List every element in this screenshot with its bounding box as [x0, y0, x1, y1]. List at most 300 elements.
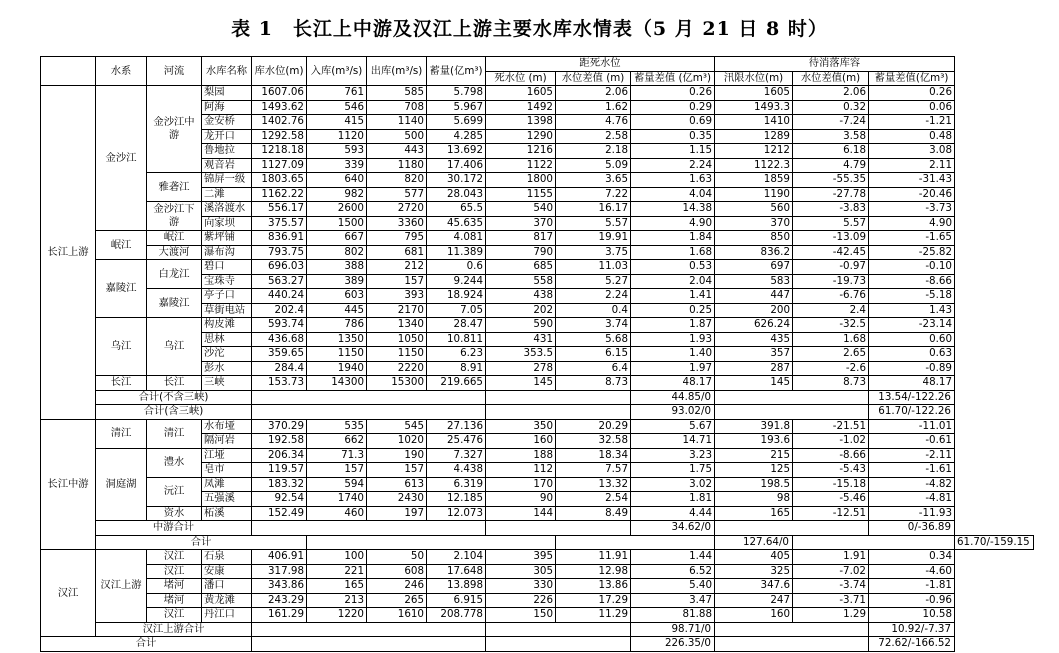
total-dead-storage: 44.85/0	[631, 390, 715, 405]
storage: 13.692	[427, 144, 486, 159]
flood-level: 347.6	[715, 579, 793, 594]
flood-diff: -42.45	[793, 245, 869, 260]
dead-level: 370	[486, 216, 556, 231]
reservoir-name: 鲁地拉	[202, 144, 252, 159]
river-label: 金沙江中游	[147, 86, 202, 173]
flood-storage: -23.14	[869, 318, 955, 333]
inflow: 389	[307, 274, 367, 289]
flood-storage: -1.81	[869, 579, 955, 594]
empty-cell	[486, 390, 631, 405]
outflow: 577	[367, 187, 427, 202]
header-dead-diff: 水位差值 (m)	[556, 71, 631, 86]
flood-level: 145	[715, 376, 793, 391]
reservoir-name: 二滩	[202, 187, 252, 202]
dead-level: 90	[486, 492, 556, 507]
dead-storage: 81.88	[631, 608, 715, 623]
flood-level: 391.8	[715, 419, 793, 434]
river-label: 雅砻江	[147, 173, 202, 202]
dead-level: 1800	[486, 173, 556, 188]
outflow: 1340	[367, 318, 427, 333]
flood-diff: -12.51	[793, 506, 869, 521]
flood-storage: 0.60	[869, 332, 955, 347]
total-row	[41, 637, 1034, 652]
dead-storage: 1.15	[631, 144, 715, 159]
outflow: 15300	[367, 376, 427, 391]
dead-level: 1492	[486, 100, 556, 115]
outflow: 1140	[367, 115, 427, 130]
river-label: 大渡河	[147, 245, 202, 260]
header-region	[41, 57, 96, 86]
dead-diff: 1.62	[556, 100, 631, 115]
flood-diff: -6.76	[793, 289, 869, 304]
table-row	[41, 550, 1034, 565]
reservoir-name: 皂市	[202, 463, 252, 478]
flood-storage: -0.10	[869, 260, 955, 275]
dead-level: 1398	[486, 115, 556, 130]
flood-level: 836.2	[715, 245, 793, 260]
dead-diff: 5.68	[556, 332, 631, 347]
outflow: 50	[367, 550, 427, 565]
dead-storage: 2.24	[631, 158, 715, 173]
dead-level: 395	[486, 550, 556, 565]
dead-level: 438	[486, 289, 556, 304]
dead-diff: 3.65	[556, 173, 631, 188]
outflow: 2720	[367, 202, 427, 217]
empty-cell	[793, 535, 955, 550]
level: 359.65	[252, 347, 307, 362]
dead-diff: 6.4	[556, 361, 631, 376]
header-dead-group: 距死水位	[486, 57, 715, 72]
flood-storage: -3.73	[869, 202, 955, 217]
dead-diff: 7.22	[556, 187, 631, 202]
flood-level: 850	[715, 231, 793, 246]
storage: 5.967	[427, 100, 486, 115]
flood-level: 325	[715, 564, 793, 579]
dead-storage: 1.40	[631, 347, 715, 362]
reservoir-name: 彭水	[202, 361, 252, 376]
dead-level: 353.5	[486, 347, 556, 362]
inflow: 786	[307, 318, 367, 333]
dead-diff: 18.34	[556, 448, 631, 463]
flood-diff: -8.66	[793, 448, 869, 463]
empty-cell	[252, 405, 486, 420]
dead-storage: 4.90	[631, 216, 715, 231]
flood-level: 626.24	[715, 318, 793, 333]
river-label: 嘉陵江	[147, 289, 202, 318]
inflow: 662	[307, 434, 367, 449]
header-reservoir: 水库名称	[202, 57, 252, 86]
dead-storage: 4.04	[631, 187, 715, 202]
dead-storage: 1.68	[631, 245, 715, 260]
header-level: 库水位(m)	[252, 57, 307, 86]
total-dead-storage: 226.35/0	[631, 637, 715, 652]
outflow: 2170	[367, 303, 427, 318]
dead-diff: 13.32	[556, 477, 631, 492]
inflow: 339	[307, 158, 367, 173]
dead-level: 1122	[486, 158, 556, 173]
flood-storage: 3.08	[869, 144, 955, 159]
dead-level: 431	[486, 332, 556, 347]
dead-diff: 2.58	[556, 129, 631, 144]
storage: 45.635	[427, 216, 486, 231]
system-label: 岷江	[96, 231, 147, 260]
dead-storage: 3.02	[631, 477, 715, 492]
flood-level: 1493.3	[715, 100, 793, 115]
storage: 17.406	[427, 158, 486, 173]
storage: 28.47	[427, 318, 486, 333]
outflow: 197	[367, 506, 427, 521]
outflow: 2430	[367, 492, 427, 507]
flood-diff: 2.65	[793, 347, 869, 362]
table-row	[41, 564, 1034, 579]
level: 284.4	[252, 361, 307, 376]
dead-level: 144	[486, 506, 556, 521]
dead-diff: 5.09	[556, 158, 631, 173]
inflow: 213	[307, 593, 367, 608]
dead-level: 188	[486, 448, 556, 463]
total-label: 合计	[96, 535, 307, 550]
storage: 25.476	[427, 434, 486, 449]
level: 406.91	[252, 550, 307, 565]
river-label: 金沙江下游	[147, 202, 202, 231]
storage: 7.327	[427, 448, 486, 463]
dead-storage: 4.44	[631, 506, 715, 521]
flood-diff: -3.83	[793, 202, 869, 217]
reservoir-name: 向家坝	[202, 216, 252, 231]
outflow: 585	[367, 86, 427, 101]
empty-cell	[715, 521, 869, 536]
flood-storage: 4.90	[869, 216, 955, 231]
flood-storage: 0.63	[869, 347, 955, 362]
system-label: 乌江	[96, 318, 147, 376]
total-row	[41, 521, 1034, 536]
table-row	[41, 477, 1034, 492]
storage: 18.924	[427, 289, 486, 304]
flood-storage: -1.21	[869, 115, 955, 130]
flood-diff: 2.06	[793, 86, 869, 101]
table-row	[41, 318, 1034, 333]
reservoir-name: 石泉	[202, 550, 252, 565]
storage: 17.648	[427, 564, 486, 579]
inflow: 1940	[307, 361, 367, 376]
flood-diff: -55.35	[793, 173, 869, 188]
flood-diff: -13.09	[793, 231, 869, 246]
header-flood-group: 待消落库容	[715, 57, 955, 72]
dead-level: 145	[486, 376, 556, 391]
flood-level: 1859	[715, 173, 793, 188]
dead-storage: 0.35	[631, 129, 715, 144]
flood-level: 447	[715, 289, 793, 304]
empty-cell	[252, 637, 486, 652]
dead-diff: 2.18	[556, 144, 631, 159]
river-label: 资水	[147, 506, 202, 521]
reservoir-name: 紫坪铺	[202, 231, 252, 246]
level: 343.86	[252, 579, 307, 594]
reservoir-name: 三峡	[202, 376, 252, 391]
flood-diff: -32.5	[793, 318, 869, 333]
flood-level: 583	[715, 274, 793, 289]
flood-diff: -7.02	[793, 564, 869, 579]
flood-diff: 6.18	[793, 144, 869, 159]
outflow: 393	[367, 289, 427, 304]
flood-level: 1212	[715, 144, 793, 159]
total-flood-storage: 13.54/-122.26	[869, 390, 955, 405]
flood-diff: 8.73	[793, 376, 869, 391]
flood-diff: -27.78	[793, 187, 869, 202]
total-row	[41, 622, 1034, 637]
reservoir-name: 梨园	[202, 86, 252, 101]
flood-storage: 0.48	[869, 129, 955, 144]
total-flood-storage: 61.70/-122.26	[869, 405, 955, 420]
empty-cell	[252, 521, 486, 536]
region-label: 长江中游	[41, 419, 96, 550]
level: 370.29	[252, 419, 307, 434]
outflow: 1020	[367, 434, 427, 449]
outflow: 500	[367, 129, 427, 144]
storage: 30.172	[427, 173, 486, 188]
outflow: 1050	[367, 332, 427, 347]
flood-level: 435	[715, 332, 793, 347]
dead-level: 1290	[486, 129, 556, 144]
outflow: 1180	[367, 158, 427, 173]
reservoir-name: 阿海	[202, 100, 252, 115]
reservoir-table	[40, 56, 1034, 652]
level: 1493.62	[252, 100, 307, 115]
dead-diff: 2.54	[556, 492, 631, 507]
inflow: 100	[307, 550, 367, 565]
level: 793.75	[252, 245, 307, 260]
flood-storage: -11.93	[869, 506, 955, 521]
table-row	[41, 231, 1034, 246]
dead-diff: 7.57	[556, 463, 631, 478]
empty-cell	[715, 405, 869, 420]
outflow: 190	[367, 448, 427, 463]
outflow: 157	[367, 274, 427, 289]
storage: 7.05	[427, 303, 486, 318]
header-inflow: 入库(m³/s)	[307, 57, 367, 86]
inflow: 1500	[307, 216, 367, 231]
flood-diff: -0.97	[793, 260, 869, 275]
flood-level: 198.5	[715, 477, 793, 492]
outflow: 3360	[367, 216, 427, 231]
flood-level: 370	[715, 216, 793, 231]
reservoir-name: 宝珠寺	[202, 274, 252, 289]
storage: 5.798	[427, 86, 486, 101]
dead-diff: 8.49	[556, 506, 631, 521]
inflow: 1350	[307, 332, 367, 347]
flood-level: 287	[715, 361, 793, 376]
system-label: 嘉陵江	[96, 260, 147, 318]
river-label: 岷江	[147, 231, 202, 246]
storage: 65.5	[427, 202, 486, 217]
dead-level: 330	[486, 579, 556, 594]
dead-level: 226	[486, 593, 556, 608]
table-row	[41, 593, 1034, 608]
dead-diff: 3.74	[556, 318, 631, 333]
level: 1402.76	[252, 115, 307, 130]
empty-cell	[715, 637, 869, 652]
dead-storage: 1.97	[631, 361, 715, 376]
reservoir-name: 凤滩	[202, 477, 252, 492]
dead-storage: 1.87	[631, 318, 715, 333]
storage: 27.136	[427, 419, 486, 434]
system-label: 清江	[96, 419, 147, 448]
reservoir-name: 龙开口	[202, 129, 252, 144]
empty-cell	[556, 535, 715, 550]
dead-level: 590	[486, 318, 556, 333]
dead-level: 558	[486, 274, 556, 289]
level: 440.24	[252, 289, 307, 304]
dead-storage: 1.44	[631, 550, 715, 565]
total-row	[41, 390, 1034, 405]
flood-diff: 1.91	[793, 550, 869, 565]
level: 1127.09	[252, 158, 307, 173]
dead-diff: 11.91	[556, 550, 631, 565]
dead-storage: 1.81	[631, 492, 715, 507]
flood-diff: 3.58	[793, 129, 869, 144]
total-label: 合计(不含三峡)	[96, 390, 252, 405]
empty-cell	[715, 622, 869, 637]
table-row	[41, 376, 1034, 391]
inflow: 802	[307, 245, 367, 260]
inflow: 603	[307, 289, 367, 304]
inflow: 667	[307, 231, 367, 246]
level: 1803.65	[252, 173, 307, 188]
storage: 2.104	[427, 550, 486, 565]
level: 696.03	[252, 260, 307, 275]
header-storage: 蓄量(亿m³)	[427, 57, 486, 86]
system-label: 汉江上游	[96, 550, 147, 623]
river-label: 汉江	[147, 550, 202, 565]
dead-level: 790	[486, 245, 556, 260]
total-dead-storage: 98.71/0	[631, 622, 715, 637]
dead-storage: 14.38	[631, 202, 715, 217]
empty-cell	[486, 622, 631, 637]
level: 92.54	[252, 492, 307, 507]
system-label: 长江	[96, 376, 147, 391]
table-row	[41, 86, 1034, 101]
river-label: 堵河	[147, 593, 202, 608]
dead-storage: 1.75	[631, 463, 715, 478]
dead-storage: 1.84	[631, 231, 715, 246]
dead-diff: 16.17	[556, 202, 631, 217]
dead-storage: 0.26	[631, 86, 715, 101]
inflow: 1740	[307, 492, 367, 507]
inflow: 415	[307, 115, 367, 130]
total-flood-storage: 72.62/-166.52	[869, 637, 955, 652]
table-row	[41, 419, 1034, 434]
storage: 12.185	[427, 492, 486, 507]
flood-level: 247	[715, 593, 793, 608]
table-row	[41, 579, 1034, 594]
reservoir-name: 安康	[202, 564, 252, 579]
flood-level: 1190	[715, 187, 793, 202]
level: 317.98	[252, 564, 307, 579]
total-flood-storage: 0/-36.89	[869, 521, 955, 536]
outflow: 157	[367, 463, 427, 478]
dead-level: 1216	[486, 144, 556, 159]
storage: 8.91	[427, 361, 486, 376]
total-row	[41, 405, 1034, 420]
dead-level: 170	[486, 477, 556, 492]
dead-diff: 8.73	[556, 376, 631, 391]
dead-diff: 5.57	[556, 216, 631, 231]
outflow: 795	[367, 231, 427, 246]
inflow: 640	[307, 173, 367, 188]
outflow: 708	[367, 100, 427, 115]
level: 243.29	[252, 593, 307, 608]
flood-storage: -11.01	[869, 419, 955, 434]
flood-storage: -1.61	[869, 463, 955, 478]
total-label: 汉江上游合计	[96, 622, 252, 637]
dead-storage: 3.47	[631, 593, 715, 608]
outflow: 212	[367, 260, 427, 275]
dead-level: 160	[486, 434, 556, 449]
outflow: 443	[367, 144, 427, 159]
reservoir-name: 沙沱	[202, 347, 252, 362]
level: 436.68	[252, 332, 307, 347]
river-label: 澧水	[147, 448, 202, 477]
empty-cell	[486, 405, 631, 420]
flood-level: 357	[715, 347, 793, 362]
outflow: 2220	[367, 361, 427, 376]
flood-level: 1605	[715, 86, 793, 101]
flood-storage: 0.34	[869, 550, 955, 565]
dead-storage: 0.53	[631, 260, 715, 275]
dead-storage: 1.41	[631, 289, 715, 304]
empty-cell	[252, 622, 486, 637]
dead-diff: 0.4	[556, 303, 631, 318]
reservoir-name: 思林	[202, 332, 252, 347]
dead-level: 112	[486, 463, 556, 478]
header-outflow: 出库(m³/s)	[367, 57, 427, 86]
total-row	[41, 535, 1034, 550]
header-river: 河流	[147, 57, 202, 86]
dead-diff: 11.03	[556, 260, 631, 275]
inflow: 388	[307, 260, 367, 275]
reservoir-name: 瀑布沟	[202, 245, 252, 260]
flood-level: 200	[715, 303, 793, 318]
flood-level: 193.6	[715, 434, 793, 449]
flood-level: 98	[715, 492, 793, 507]
dead-diff: 12.98	[556, 564, 631, 579]
river-label: 乌江	[147, 318, 202, 376]
header-system: 水系	[96, 57, 147, 86]
system-label: 洞庭湖	[96, 448, 147, 521]
outflow: 608	[367, 564, 427, 579]
level: 183.32	[252, 477, 307, 492]
dead-level: 278	[486, 361, 556, 376]
flood-level: 405	[715, 550, 793, 565]
dead-storage: 1.63	[631, 173, 715, 188]
dead-diff: 11.29	[556, 608, 631, 623]
level: 119.57	[252, 463, 307, 478]
reservoir-name: 黄龙滩	[202, 593, 252, 608]
dead-level: 1605	[486, 86, 556, 101]
inflow: 221	[307, 564, 367, 579]
empty-cell	[486, 637, 631, 652]
level: 556.17	[252, 202, 307, 217]
dead-storage: 2.04	[631, 274, 715, 289]
header-flood-diff: 水位差值(m)	[793, 71, 869, 86]
flood-storage: -2.11	[869, 448, 955, 463]
flood-storage: 2.11	[869, 158, 955, 173]
table-row	[41, 245, 1034, 260]
total-label: 中游合计	[96, 521, 252, 536]
level: 206.34	[252, 448, 307, 463]
dead-storage: 14.71	[631, 434, 715, 449]
flood-level: 560	[715, 202, 793, 217]
